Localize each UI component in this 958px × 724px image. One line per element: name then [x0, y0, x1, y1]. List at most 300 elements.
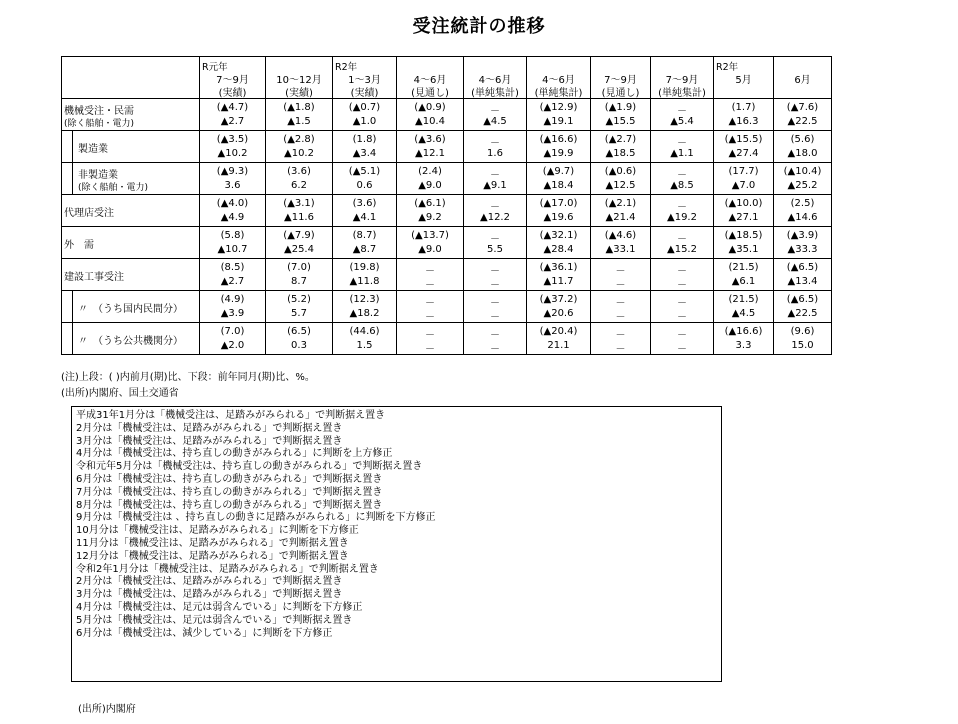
value-prev-period: －	[490, 170, 500, 181]
value-prev-period: (5.6)	[790, 134, 815, 145]
judgment-line: 9月分は「機械受注は 、持ち直しの動きに足踏みがみられる」に判断を下方修正	[76, 512, 436, 524]
value-prev-period: (▲32.1)	[539, 230, 578, 241]
value-cell	[651, 259, 714, 291]
value-yoy: ▲4.1	[352, 212, 377, 223]
value-yoy: ▲15.5	[605, 116, 636, 127]
value-yoy: ▲33.1	[605, 244, 636, 255]
column-header-period: 6月	[794, 75, 811, 86]
value-yoy: ▲4.9	[220, 212, 245, 223]
value-cell	[527, 323, 591, 355]
judgment-line: 平成31年1月分は「機械受注は、足踏みがみられる」で判断据え置き	[76, 410, 386, 421]
judgment-line: 11月分は「機械受注は、足踏みがみられる」で判断据え置き	[76, 537, 349, 549]
value-cell	[774, 99, 832, 131]
judgment-history-box	[71, 406, 722, 682]
value-prev-period: (4.9)	[220, 294, 245, 305]
column-header	[651, 57, 714, 99]
column-header-type: (見通し)	[601, 88, 640, 99]
value-yoy: ▲10.2	[217, 148, 248, 159]
table-row	[62, 259, 832, 291]
value-cell	[397, 131, 464, 163]
value-yoy: ▲10.4	[415, 116, 445, 127]
value-yoy: －	[615, 312, 626, 323]
value-yoy: ▲11.8	[349, 276, 380, 287]
value-prev-period: －	[615, 298, 626, 309]
value-prev-period: (5.8)	[220, 230, 245, 241]
value-prev-period: (21.5)	[728, 262, 759, 273]
value-cell	[651, 227, 714, 259]
value-prev-period: －	[677, 170, 687, 181]
judgment-line: 2月分は「機械受注は、足踏みがみられる」で判断据え置き	[76, 422, 343, 434]
column-header-type: (実績)	[218, 88, 247, 99]
value-prev-period: (▲37.2)	[539, 294, 578, 305]
value-yoy: 6.2	[291, 180, 307, 191]
row-label: 代理店受注	[64, 208, 114, 219]
row-label-cell	[62, 99, 200, 131]
value-prev-period: (3.6)	[352, 198, 377, 209]
judgment-line: 6月分は「機械受注は、減少している」に判断を下方修正	[76, 627, 333, 639]
value-cell	[774, 259, 832, 291]
column-header-type: (単純集計)	[471, 88, 519, 99]
judgment-line: 7月分は「機械受注は、持ち直しの動きがみられる」で判断据え置き	[76, 486, 383, 498]
row-label: 〃 （うち国内民間分）	[78, 304, 183, 315]
row-label-cell	[62, 291, 200, 323]
judgment-line: 12月分は「機械受注は、足踏みがみられる」で判断据え置き	[76, 550, 349, 562]
header-corner-cell	[62, 57, 200, 99]
value-prev-period: (▲36.1)	[539, 262, 578, 273]
value-yoy: ▲12.1	[415, 148, 445, 159]
value-prev-period: (21.5)	[728, 294, 759, 305]
value-yoy: 0.3	[291, 340, 307, 351]
column-header-period: 4～6月	[413, 75, 447, 86]
value-cell	[200, 131, 266, 163]
value-cell	[266, 323, 333, 355]
column-header	[714, 57, 774, 99]
value-cell	[591, 131, 651, 163]
value-yoy: 21.1	[547, 340, 570, 351]
value-prev-period: (▲16.6)	[724, 326, 763, 337]
value-cell	[266, 99, 333, 131]
value-yoy: －	[677, 280, 687, 291]
value-prev-period: －	[490, 330, 500, 341]
column-header	[464, 57, 527, 99]
value-yoy: ▲3.9	[220, 308, 245, 319]
table-row	[62, 99, 832, 131]
value-cell	[651, 323, 714, 355]
value-cell	[464, 131, 527, 163]
value-yoy: 0.6	[356, 180, 373, 191]
value-cell	[464, 291, 527, 323]
value-yoy: 3.6	[224, 180, 241, 191]
value-yoy: ▲1.1	[670, 148, 694, 159]
value-prev-period: (▲1.9)	[604, 102, 637, 113]
value-yoy: ▲18.4	[543, 180, 574, 191]
value-cell	[200, 227, 266, 259]
value-cell	[464, 227, 527, 259]
column-header-period: 4～6月	[542, 75, 575, 86]
value-cell	[464, 99, 527, 131]
row-label-cell	[62, 195, 200, 227]
value-prev-period: (▲3.9)	[786, 230, 819, 241]
row-label: 建設工事受注	[64, 272, 124, 283]
value-prev-period: －	[677, 330, 687, 341]
value-yoy: 1.6	[487, 148, 503, 159]
value-cell	[714, 259, 774, 291]
value-cell	[651, 195, 714, 227]
value-prev-period: (9.6)	[790, 326, 815, 337]
value-yoy: ▲19.2	[667, 212, 697, 223]
judgment-line: 4月分は「機械受注は、持ち直しの動きがみられる」に判断を上方修正	[76, 448, 393, 460]
value-yoy: ▲35.1	[728, 244, 759, 255]
value-prev-period: (▲12.9)	[539, 102, 578, 113]
row-label: 機械受注・民需	[64, 106, 134, 117]
value-prev-period: －	[490, 234, 500, 245]
value-yoy: ▲18.2	[349, 308, 380, 319]
value-prev-period: (5.2)	[287, 294, 311, 305]
value-yoy: ▲19.9	[543, 148, 574, 159]
value-cell	[333, 163, 397, 195]
value-yoy: ▲27.1	[728, 212, 759, 223]
row-indent-line	[72, 291, 73, 323]
value-cell	[397, 163, 464, 195]
value-cell	[464, 323, 527, 355]
value-prev-period: (7.0)	[287, 262, 311, 273]
value-yoy: ▲1.5	[287, 116, 311, 127]
row-label-sub: (除く船舶・電力)	[78, 183, 149, 193]
footer-source: (出所)内閣府	[78, 704, 136, 715]
table-source: (出所)内閣府、国土交通省	[61, 388, 179, 399]
value-yoy: ▲21.4	[605, 212, 636, 223]
value-yoy: ▲25.2	[787, 180, 818, 191]
value-cell	[397, 195, 464, 227]
value-prev-period: －	[490, 138, 500, 149]
value-cell	[714, 195, 774, 227]
value-yoy: ▲1.0	[352, 116, 377, 127]
value-prev-period: (2.4)	[418, 166, 442, 177]
value-yoy: ▲10.2	[284, 148, 314, 159]
value-yoy: ▲25.4	[284, 244, 314, 255]
value-yoy: ▲28.4	[543, 244, 574, 255]
value-cell	[651, 163, 714, 195]
value-prev-period: (▲10.0)	[724, 198, 763, 209]
value-cell	[774, 323, 832, 355]
value-prev-period: (▲3.5)	[216, 134, 249, 145]
column-header	[397, 57, 464, 99]
value-prev-period: (▲6.1)	[414, 198, 446, 209]
value-yoy: ▲19.6	[543, 212, 574, 223]
value-cell	[200, 195, 266, 227]
value-cell	[774, 131, 832, 163]
value-yoy: ▲13.4	[787, 276, 818, 287]
value-cell	[527, 99, 591, 131]
value-cell	[333, 227, 397, 259]
value-cell	[591, 323, 651, 355]
value-cell	[774, 195, 832, 227]
row-label-cell	[62, 131, 200, 163]
column-header-period: 1～3月	[348, 75, 381, 86]
value-prev-period: －	[677, 234, 687, 245]
value-cell	[591, 163, 651, 195]
value-prev-period: －	[425, 266, 435, 277]
value-yoy: ▲19.1	[543, 116, 574, 127]
value-yoy: ▲20.6	[543, 308, 574, 319]
value-cell	[397, 227, 464, 259]
value-prev-period: (▲5.1)	[348, 166, 381, 177]
row-indent-line	[72, 131, 73, 163]
value-cell	[333, 131, 397, 163]
value-yoy: －	[615, 280, 626, 291]
value-prev-period: (17.7)	[728, 166, 759, 177]
value-yoy: ▲4.5	[483, 116, 507, 127]
value-prev-period: (▲9.7)	[542, 166, 575, 177]
value-cell	[464, 163, 527, 195]
value-yoy: 1.5	[356, 340, 373, 351]
row-label-cell	[62, 259, 200, 291]
column-header-year: R元年	[202, 62, 228, 73]
value-cell	[397, 323, 464, 355]
column-header-type: (実績)	[285, 88, 313, 99]
column-header-period: 7～9月	[665, 75, 699, 86]
value-yoy: ▲9.2	[418, 212, 442, 223]
value-prev-period: (▲15.5)	[724, 134, 763, 145]
value-cell	[200, 259, 266, 291]
value-prev-period: (▲0.7)	[348, 102, 381, 113]
value-cell	[591, 227, 651, 259]
value-cell	[527, 291, 591, 323]
row-label-cell	[62, 163, 200, 195]
table-row	[62, 291, 832, 323]
row-label: 外 需	[64, 240, 94, 251]
row-indent-line	[72, 163, 73, 195]
value-prev-period: (▲7.6)	[786, 102, 819, 113]
value-yoy: ▲9.0	[418, 244, 442, 255]
value-yoy: ▲15.2	[667, 244, 697, 255]
value-yoy: ▲14.6	[787, 212, 818, 223]
value-cell	[333, 259, 397, 291]
value-yoy: ▲18.0	[787, 148, 818, 159]
judgment-line: 3月分は「機械受注は、足踏みがみられる」で判断据え置き	[76, 435, 343, 447]
value-yoy: ▲22.5	[787, 116, 818, 127]
value-cell	[464, 259, 527, 291]
row-label-cell	[62, 323, 200, 355]
column-header	[591, 57, 651, 99]
value-cell	[651, 291, 714, 323]
row-label: 非製造業	[78, 170, 118, 181]
column-header	[200, 57, 266, 99]
value-cell	[714, 131, 774, 163]
value-prev-period: (8.7)	[352, 230, 377, 241]
value-yoy: －	[490, 344, 500, 355]
value-yoy: ▲27.4	[728, 148, 759, 159]
value-yoy: ▲11.7	[543, 276, 574, 287]
value-cell	[333, 323, 397, 355]
row-indent-line	[72, 323, 73, 355]
value-cell	[200, 323, 266, 355]
value-cell	[397, 99, 464, 131]
value-yoy: ▲12.2	[480, 212, 510, 223]
value-yoy: ▲10.7	[217, 244, 248, 255]
value-prev-period: －	[615, 266, 626, 277]
value-cell	[266, 131, 333, 163]
value-prev-period: (▲0.6)	[604, 166, 637, 177]
value-cell	[266, 195, 333, 227]
value-prev-period: (7.0)	[220, 326, 245, 337]
value-cell	[266, 163, 333, 195]
value-cell	[527, 259, 591, 291]
value-cell	[651, 131, 714, 163]
value-prev-period: －	[677, 266, 687, 277]
value-cell	[714, 163, 774, 195]
value-yoy: －	[425, 280, 435, 291]
table-row	[62, 131, 832, 163]
value-yoy: 5.5	[487, 244, 503, 255]
value-prev-period: (1.7)	[731, 102, 756, 113]
value-prev-period: －	[490, 298, 500, 309]
value-prev-period: (▲2.7)	[604, 134, 637, 145]
value-cell	[527, 227, 591, 259]
value-cell	[397, 291, 464, 323]
value-yoy: ▲4.5	[731, 308, 756, 319]
column-header-period: 4～6月	[478, 75, 512, 86]
value-yoy: －	[490, 312, 500, 323]
value-yoy: －	[677, 344, 687, 355]
value-prev-period: (▲1.8)	[283, 102, 315, 113]
page-title: 受注統計の推移	[412, 16, 546, 37]
value-cell	[527, 195, 591, 227]
value-prev-period: (44.6)	[349, 326, 380, 337]
value-prev-period: －	[425, 330, 435, 341]
value-prev-period: (▲2.8)	[283, 134, 315, 145]
value-cell	[200, 291, 266, 323]
row-label-cell	[62, 227, 200, 259]
value-yoy: 3.3	[735, 340, 752, 351]
judgment-line: 令和2年1月分は「機械受注は、足踏みがみられる」で判断据え置き	[76, 563, 379, 575]
value-cell	[333, 99, 397, 131]
column-header-period: 5月	[735, 75, 752, 86]
value-prev-period: (▲9.3)	[216, 166, 249, 177]
value-cell	[464, 195, 527, 227]
value-prev-period: (▲6.5)	[786, 294, 819, 305]
judgment-line: 5月分は「機械受注は、足元は弱含んでいる」で判断据え置き	[76, 614, 353, 626]
column-header-period: 10～12月	[276, 75, 322, 86]
judgment-line: 2月分は「機械受注は、足踏みがみられる」で判断据え置き	[76, 576, 343, 588]
value-yoy: －	[490, 280, 500, 291]
value-yoy: －	[677, 312, 687, 323]
column-header	[774, 57, 832, 99]
value-prev-period: (▲7.9)	[283, 230, 315, 241]
value-yoy: ▲9.0	[418, 180, 442, 191]
value-yoy: －	[425, 344, 435, 355]
value-cell	[591, 291, 651, 323]
value-cell	[591, 259, 651, 291]
value-prev-period: (▲17.0)	[539, 198, 578, 209]
value-cell	[714, 227, 774, 259]
value-yoy: ▲22.5	[787, 308, 818, 319]
value-yoy: ▲9.1	[483, 180, 507, 191]
value-yoy: ▲8.7	[352, 244, 377, 255]
value-cell	[527, 163, 591, 195]
value-yoy: ▲2.0	[220, 340, 245, 351]
column-header-type: (見通し)	[411, 88, 449, 99]
value-cell	[397, 259, 464, 291]
value-prev-period: (▲2.1)	[604, 198, 637, 209]
judgment-line: 6月分は「機械受注は、持ち直しの動きがみられる」で判断据え置き	[76, 473, 383, 485]
value-yoy: ▲2.7	[220, 276, 245, 287]
judgment-line: 4月分は「機械受注は、足元は弱含んでいる」に判断を下方修正	[76, 601, 363, 613]
value-prev-period: (1.8)	[352, 134, 377, 145]
judgment-line: 令和元年5月分は「機械受注は、持ち直しの動きがみられる」で判断据え置き	[76, 461, 423, 473]
value-prev-period: －	[677, 138, 687, 149]
value-cell	[714, 99, 774, 131]
value-yoy: ▲3.4	[352, 148, 377, 159]
value-yoy: ▲2.7	[220, 116, 245, 127]
value-prev-period: －	[490, 202, 500, 213]
column-header	[527, 57, 591, 99]
value-prev-period: －	[677, 106, 687, 117]
table-note: (注)上段：( )内前月(期)比、下段：前年同月(期)比、%。	[61, 372, 315, 383]
value-cell	[200, 163, 266, 195]
table-row	[62, 163, 832, 195]
value-prev-period: (▲4.6)	[604, 230, 637, 241]
value-yoy: ▲18.5	[605, 148, 636, 159]
value-prev-period: (▲6.5)	[786, 262, 819, 273]
value-cell	[591, 99, 651, 131]
stats-table-body	[62, 57, 832, 355]
value-prev-period: (12.3)	[349, 294, 380, 305]
value-yoy: ▲12.5	[605, 180, 636, 191]
column-header-year: R2年	[335, 62, 358, 73]
value-yoy: ▲16.3	[728, 116, 759, 127]
value-prev-period: (8.5)	[220, 262, 245, 273]
value-prev-period: (▲10.4)	[783, 166, 822, 177]
value-prev-period: －	[677, 202, 687, 213]
value-prev-period: (2.5)	[790, 198, 815, 209]
value-cell	[774, 291, 832, 323]
column-header-year: R2年	[716, 62, 739, 73]
value-prev-period: (▲3.6)	[414, 134, 446, 145]
value-yoy: 8.7	[291, 276, 307, 287]
row-label: 製造業	[78, 144, 108, 155]
column-header-type: (単純集計)	[534, 88, 583, 99]
value-yoy: ▲7.0	[731, 180, 756, 191]
judgment-line: 10月分は「機械受注は、足踏みがみられる」に判断を下方修正	[76, 525, 359, 537]
value-yoy: 5.7	[291, 308, 307, 319]
judgment-line: 3月分は「機械受注は、足踏みがみられる」で判断据え置き	[76, 589, 343, 601]
table-row	[62, 195, 832, 227]
value-prev-period: (▲0.9)	[414, 102, 446, 113]
value-prev-period: (6.5)	[287, 326, 311, 337]
value-yoy: 15.0	[791, 340, 814, 351]
value-yoy: ▲11.6	[284, 212, 314, 223]
value-prev-period: (▲13.7)	[411, 230, 449, 241]
column-header-period: 7～9月	[604, 75, 637, 86]
column-header	[333, 57, 397, 99]
stats-table	[61, 56, 832, 355]
column-header-period: 7～9月	[216, 75, 249, 86]
value-cell	[527, 131, 591, 163]
table-row	[62, 227, 832, 259]
value-prev-period: －	[490, 106, 500, 117]
value-cell	[266, 259, 333, 291]
value-cell	[200, 99, 266, 131]
value-prev-period: (▲4.7)	[216, 102, 249, 113]
value-cell	[774, 227, 832, 259]
row-label-sub: (除く船舶・電力)	[64, 119, 135, 129]
value-prev-period: －	[425, 298, 435, 309]
value-yoy: ▲33.3	[787, 244, 818, 255]
value-cell	[266, 227, 333, 259]
column-header	[266, 57, 333, 99]
value-yoy: －	[425, 312, 435, 323]
